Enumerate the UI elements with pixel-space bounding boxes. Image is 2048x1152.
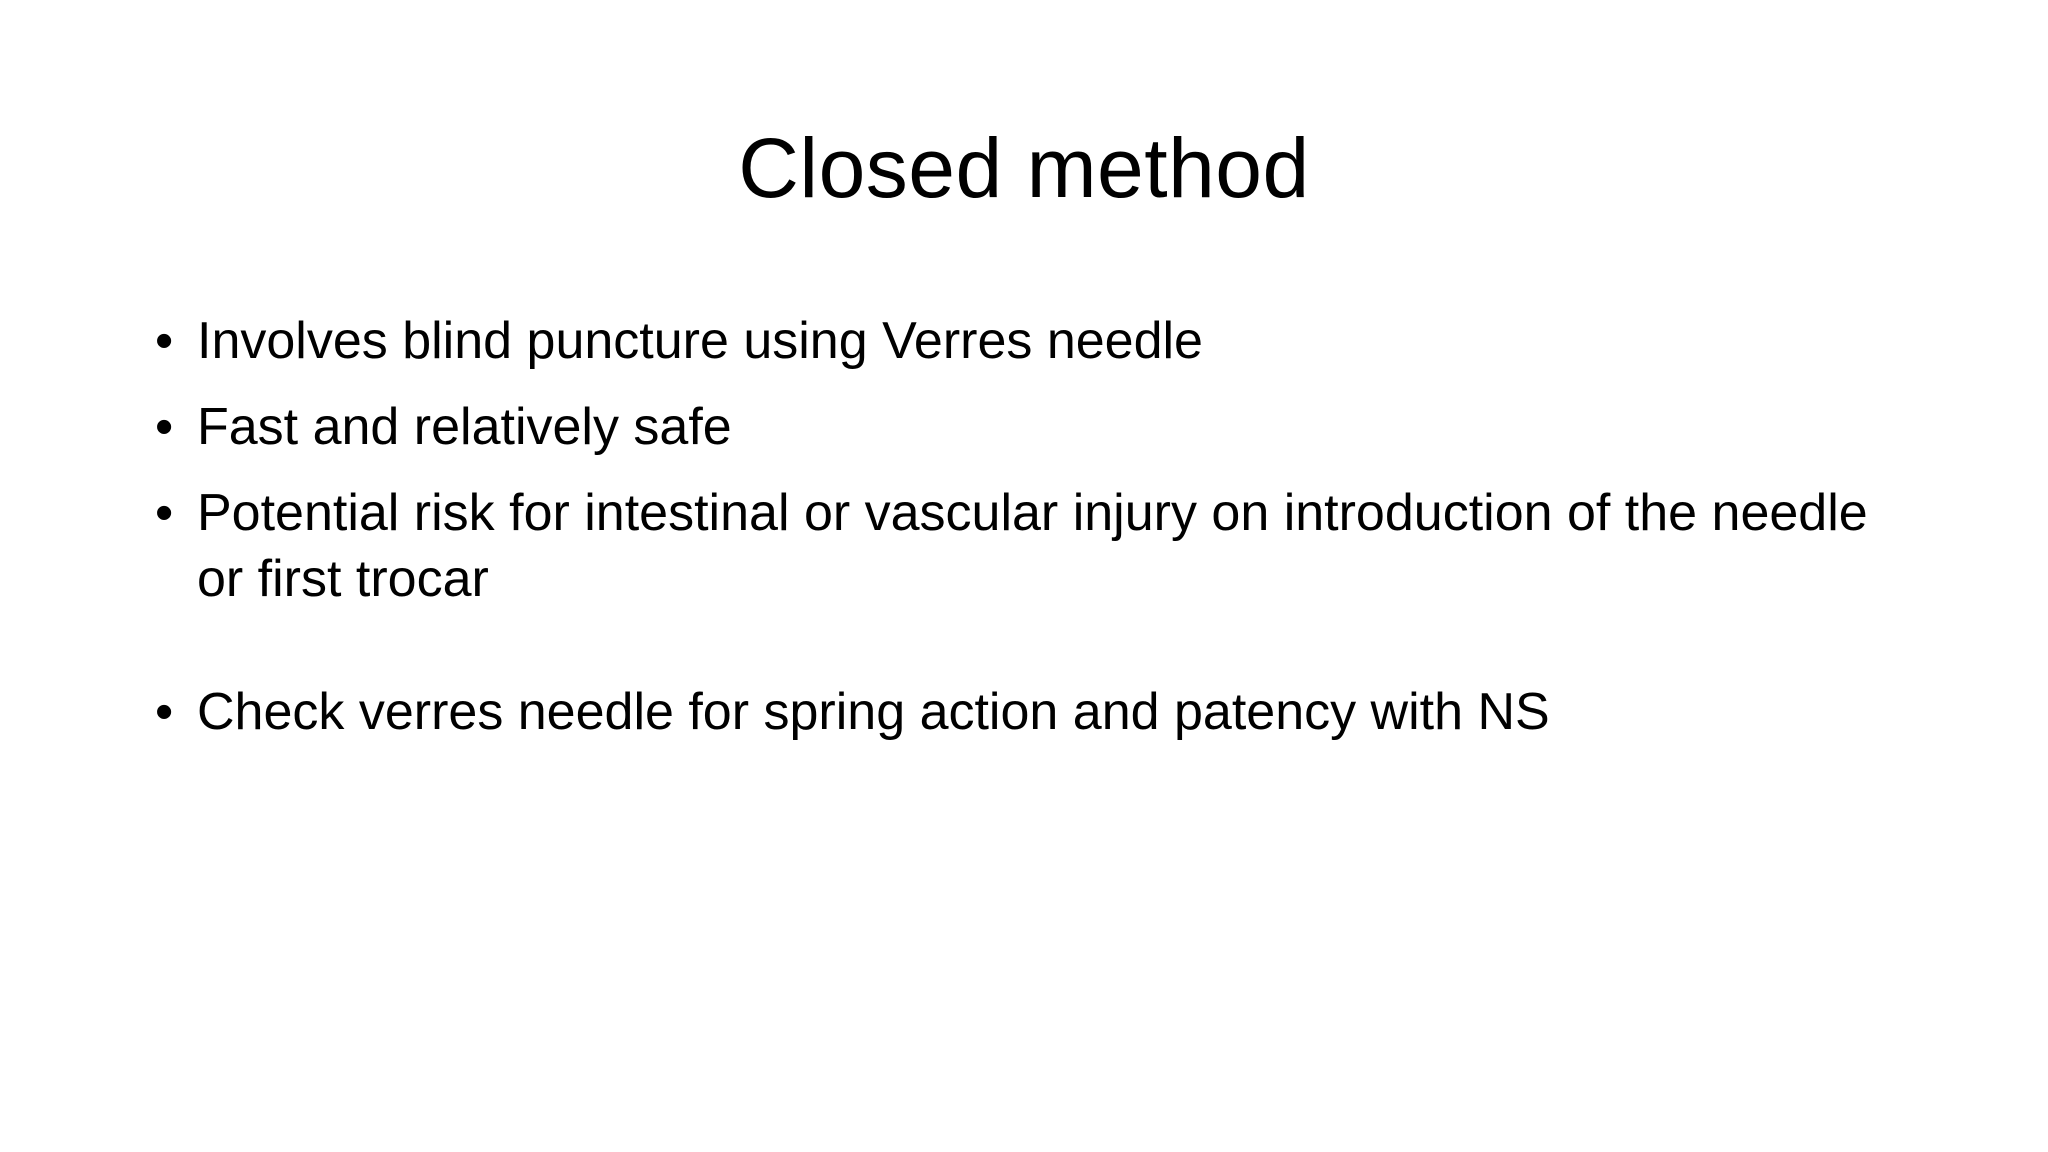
bullet-text: Check verres needle for spring action and patency with NS	[197, 683, 1550, 741]
bullet-item	[155, 480, 1915, 612]
bullet-item	[155, 308, 1915, 374]
bullet-list	[155, 308, 1915, 765]
bullet-dot-icon: •	[155, 398, 174, 456]
bullet-dot-icon: •	[155, 312, 174, 370]
bullet-text: Involves blind puncture using Verres needle	[197, 312, 1203, 370]
bullet-text: Fast and relatively safe	[197, 398, 732, 456]
bullet-dot-icon: •	[155, 683, 174, 741]
bullet-dot-icon: •	[155, 484, 174, 542]
slide-title: Closed method	[738, 121, 1310, 215]
bullet-item	[155, 394, 1915, 460]
bullet-item	[155, 679, 1915, 745]
bullet-text: Potential risk for intestinal or vascular injury on introduction of the needle or first trocar	[197, 484, 1868, 608]
